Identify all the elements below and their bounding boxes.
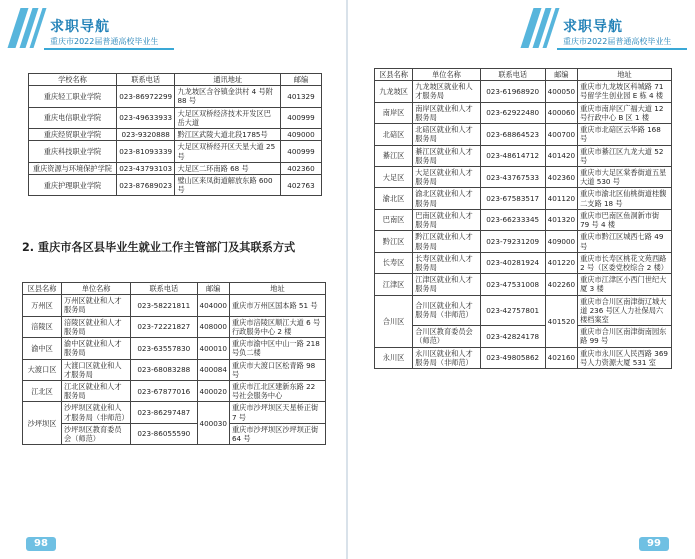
district-name: 江津区: [375, 274, 413, 295]
right-page: [348, 0, 695, 559]
school-name: 重庆资源与环境保护学院: [29, 162, 117, 174]
table-row: [375, 145, 672, 166]
table-header-row: [375, 69, 672, 81]
phone-number: 023-42757801: [480, 295, 545, 326]
phone-number: 023-48614712: [480, 145, 545, 166]
header-title: 求职导航: [50, 19, 110, 35]
unit-name: 南岸区就业和人才服务局: [413, 102, 481, 123]
table-row: [23, 380, 326, 401]
unit-name: 沙坪坝区就业和人才服务局（非师范）: [62, 402, 131, 423]
column-header: 联系电话: [131, 283, 197, 295]
page-number: 98: [26, 537, 56, 551]
table-row: [23, 423, 326, 444]
address: 重庆市长寿区桃花文苑西路 2 号（区委党校综合 2 楼）: [578, 252, 672, 273]
phone-number: 023-40281924: [480, 252, 545, 273]
phone-number: 023-72221827: [131, 316, 197, 337]
table-header-row: [23, 283, 326, 295]
postcode: 401329: [280, 86, 321, 107]
table-row: [375, 188, 672, 209]
unit-name: 九龙坡区就业和人才服务局: [413, 81, 481, 102]
table-header-row: [29, 74, 322, 86]
phone-number: 023-61968920: [480, 81, 545, 102]
district-name: 南岸区: [375, 102, 413, 123]
table-row: [375, 326, 672, 347]
phone-number: 023-67583517: [480, 188, 545, 209]
unit-name: 巴南区就业和人才服务局: [413, 209, 481, 230]
table-row: [375, 166, 672, 187]
district-name: 大足区: [375, 166, 413, 187]
phone-number: 023-87689023: [116, 174, 175, 195]
address: 重庆市大足区棠香街道五星大道 530 号: [578, 166, 672, 187]
district-name: 渝中区: [23, 338, 62, 359]
column-header: 邮编: [545, 69, 577, 81]
left-page: [0, 0, 347, 559]
table-row: [29, 162, 322, 174]
phone-number: 023-43767533: [480, 166, 545, 187]
postcode: 401320: [545, 209, 577, 230]
postcode: 408000: [197, 316, 229, 337]
postcode: 400020: [197, 380, 229, 401]
table-row: [29, 141, 322, 162]
postcode: 402360: [280, 162, 321, 174]
address: 重庆市涪陵区顺江大道 6 号行政服务中心 2 楼: [229, 316, 325, 337]
column-header: 单位名称: [413, 69, 481, 81]
district-name: 北碚区: [375, 124, 413, 145]
unit-name: 江津区就业和人才服务局: [413, 274, 481, 295]
unit-name: 涪陵区就业和人才服务局: [62, 316, 131, 337]
table-row: [375, 231, 672, 252]
unit-name: 黔江区就业和人才服务局: [413, 231, 481, 252]
table-row: [375, 274, 672, 295]
table-row: [375, 295, 672, 326]
header-subtitle: 重庆市2022届普通高校毕业生: [50, 37, 159, 46]
unit-name: 永川区就业和人才服务局（非师范）: [413, 347, 481, 368]
address: 重庆市綦江区九龙大道 52 号: [578, 145, 672, 166]
phone-number: 023-63557830: [131, 338, 197, 359]
postcode: 400999: [280, 141, 321, 162]
district-name: 九龙坡区: [375, 81, 413, 102]
unit-name: 江北区就业和人才服务局: [62, 380, 131, 401]
address: 璧山区来凤街道解放东路 600 号: [175, 174, 280, 195]
header-subtitle: 重庆市2022届普通高校毕业生: [563, 37, 672, 46]
postcode: 402160: [545, 347, 577, 368]
unit-name: 合川区教育委员会（师范）: [413, 326, 481, 347]
district-name: 渝北区: [375, 188, 413, 209]
school-name: 重庆经贸职业学院: [29, 129, 117, 141]
header-underline: [557, 48, 687, 50]
unit-name: 渝中区就业和人才服务局: [62, 338, 131, 359]
district-name: 江北区: [23, 380, 62, 401]
postcode: 400050: [545, 81, 577, 102]
column-header: 联系电话: [116, 74, 175, 86]
table-row: [375, 124, 672, 145]
postcode: 400010: [197, 338, 229, 359]
column-header: 学校名称: [29, 74, 117, 86]
table-row: [29, 129, 322, 141]
unit-name: 沙坪坝区教育委员会（师范）: [62, 423, 131, 444]
address: 黔江区武陵大道北段1785号: [175, 129, 280, 141]
column-header: 区县名称: [23, 283, 62, 295]
unit-name: 北碚区就业和人才服务局: [413, 124, 481, 145]
address: 重庆市沙坪坝区沙坪坝正街 64 号: [229, 423, 325, 444]
postcode: 409000: [280, 129, 321, 141]
phone-number: 023-81093339: [116, 141, 175, 162]
postcode: 400060: [545, 102, 577, 123]
address: 重庆市合川区南津街辽城大道 236 号区人力社保局六楼档案室: [578, 295, 672, 326]
table-row: [23, 295, 326, 316]
header-title: 求职导航: [563, 19, 623, 35]
unit-name: 万州区就业和人才服务局: [62, 295, 131, 316]
district-name: 长寿区: [375, 252, 413, 273]
unit-name: 大渡口区就业和人才服务局: [62, 359, 131, 380]
address: 大足区二环南路 68 号: [175, 162, 280, 174]
phone-number: 023-86297487: [131, 402, 197, 423]
postcode: 401120: [545, 188, 577, 209]
header-banner: [14, 8, 174, 58]
district-name: 涪陵区: [23, 316, 62, 337]
table-row: [375, 252, 672, 273]
departments-table-right: [374, 68, 672, 369]
phone-number: 023-42824178: [480, 326, 545, 347]
postcode: 401520: [545, 295, 577, 347]
postcode: 402360: [545, 166, 577, 187]
postcode: 402260: [545, 274, 577, 295]
address: 重庆市沙坪坝区天星桥正街 7 号: [229, 402, 325, 423]
table-row: [23, 316, 326, 337]
column-header: 邮编: [280, 74, 321, 86]
postcode: 400084: [197, 359, 229, 380]
unit-name: 渝北区就业和人才服务局: [413, 188, 481, 209]
district-name: 沙坪坝区: [23, 402, 62, 445]
address: 九龙坡区含谷镇金洪村 4 号附 88 号: [175, 86, 280, 107]
postcode: 400999: [280, 107, 321, 128]
address: 重庆市永川区人民西路 369 号人力资源大厦 531 室: [578, 347, 672, 368]
column-header: 地址: [578, 69, 672, 81]
address: 重庆市合川区南津街南园东路 99 号: [578, 326, 672, 347]
table-row: [23, 338, 326, 359]
unit-name: 大足区就业和人才服务局: [413, 166, 481, 187]
postcode: 401420: [545, 145, 577, 166]
table-row: [375, 81, 672, 102]
school-name: 重庆电信职业学院: [29, 107, 117, 128]
phone-number: 023-58221811: [131, 295, 197, 316]
column-header: 地址: [229, 283, 325, 295]
district-name: 綦江区: [375, 145, 413, 166]
phone-number: 023-86972299: [116, 86, 175, 107]
district-name: 万州区: [23, 295, 62, 316]
page-number: 99: [639, 537, 669, 551]
header-underline: [44, 48, 174, 50]
table-row: [375, 209, 672, 230]
unit-name: 綦江区就业和人才服务局: [413, 145, 481, 166]
phone-number: 023-86055590: [131, 423, 197, 444]
postcode: 404000: [197, 295, 229, 316]
address: 重庆市万州区国本路 51 号: [229, 295, 325, 316]
section-title: 2. 重庆市各区县毕业生就业工作主管部门及其联系方式: [22, 241, 296, 254]
address: 重庆市南岸区广福大道 12 号行政中心 B 区 1 楼: [578, 102, 672, 123]
table-row: [375, 347, 672, 368]
address: 大足区双桥经济技术开发区巴岳大道: [175, 107, 280, 128]
district-name: 合川区: [375, 295, 413, 347]
address: 重庆市大渡口区松青路 98 号: [229, 359, 325, 380]
table-row: [23, 359, 326, 380]
phone-number: 023-47531008: [480, 274, 545, 295]
school-name: 重庆轻工职业学院: [29, 86, 117, 107]
table-row: [29, 174, 322, 195]
address: 重庆市巴南区鱼洞新市街 79 号 4 楼: [578, 209, 672, 230]
column-header: 联系电话: [480, 69, 545, 81]
address: 重庆市北碚区云华路 168 号: [578, 124, 672, 145]
address: 重庆市渝中区中山一路 218 号负二楼: [229, 338, 325, 359]
phone-number: 023-66233345: [480, 209, 545, 230]
district-name: 永川区: [375, 347, 413, 368]
district-name: 巴南区: [375, 209, 413, 230]
table-row: [29, 107, 322, 128]
column-header: 邮编: [197, 283, 229, 295]
school-name: 重庆护理职业学院: [29, 174, 117, 195]
phone-number: 023-49633933: [116, 107, 175, 128]
column-header: 单位名称: [62, 283, 131, 295]
district-name: 大渡口区: [23, 359, 62, 380]
address: 重庆市黔江区城西七路 49 号: [578, 231, 672, 252]
schools-table: [28, 73, 322, 196]
phone-number: 023-67877016: [131, 380, 197, 401]
phone-number: 023-62922480: [480, 102, 545, 123]
column-header: 区县名称: [375, 69, 413, 81]
address: 重庆市江北区建新东路 22 号社会服务中心: [229, 380, 325, 401]
header-banner: [527, 8, 687, 58]
district-name: 黔江区: [375, 231, 413, 252]
phone-number: 023-49805862: [480, 347, 545, 368]
departments-table-left: [22, 282, 326, 445]
unit-name: 合川区就业和人才服务局（非师范）: [413, 295, 481, 326]
school-name: 重庆科技职业学院: [29, 141, 117, 162]
address: 大足区双桥经开区天星大道 25 号: [175, 141, 280, 162]
phone-number: 023-9320888: [116, 129, 175, 141]
address: 重庆市九龙坡区科城路 71 号留学生创业园 E 栋 4 楼: [578, 81, 672, 102]
column-header: 通讯地址: [175, 74, 280, 86]
postcode: 402763: [280, 174, 321, 195]
table-row: [375, 102, 672, 123]
postcode: 409000: [545, 231, 577, 252]
address: 重庆市渝北区仙桃街道桂馥二支路 18 号: [578, 188, 672, 209]
phone-number: 023-79231209: [480, 231, 545, 252]
unit-name: 长寿区就业和人才服务局: [413, 252, 481, 273]
phone-number: 023-68083288: [131, 359, 197, 380]
postcode: 401220: [545, 252, 577, 273]
phone-number: 023-43793103: [116, 162, 175, 174]
address: 重庆市江津区小西门世纪大厦 3 楼: [578, 274, 672, 295]
table-row: [23, 402, 326, 423]
postcode: 400700: [545, 124, 577, 145]
phone-number: 023-68864523: [480, 124, 545, 145]
table-row: [29, 86, 322, 107]
postcode: 400030: [197, 402, 229, 445]
